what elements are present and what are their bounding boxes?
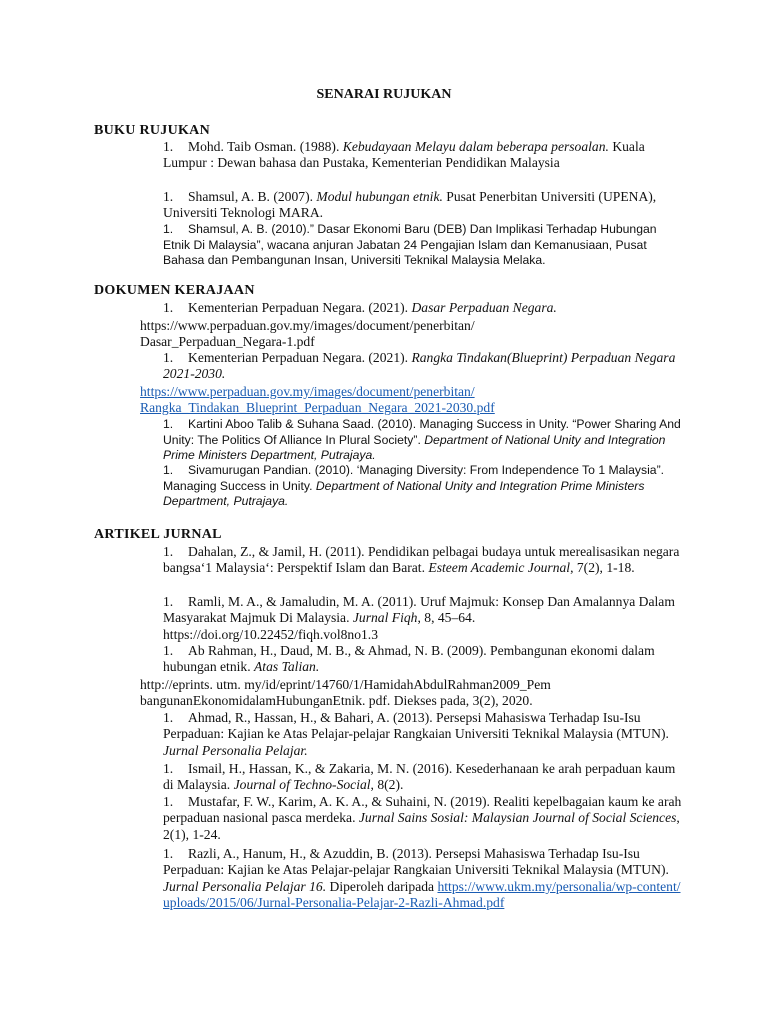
reference-item: 1. Dahalan, Z., & Jamil, H. (2011). Pendidikan pelbagai budaya untuk merealisasikan negara bangsa‘1 Malaysia‘: Perspektif Islam dan Barat. Esteem Academic Journal, 7(2), 1-18. [163, 544, 680, 576]
reference-item: 1. Ahmad, R., Hassan, H., & Bahari, A. (2013). Persepsi Mahasiswa Terhadap Isu-Isu Perpaduan: Kajian ke Atas Pelajar-pelajar Rangkaian Universiti Teknikal Malaysia (MTUN). Jurnal Personalia Pelajar. [163, 710, 669, 758]
reference-item: 1. Ramli, M. A., & Jamaludin, M. A. (2011). Uruf Majmuk: Konsep Dan Amalannya Dalam Masyarakat Majmuk Di Malaysia. Jurnal Fiqh, 8, 45–64. https://doi.org/10.22452/fiqh.vol8no1.3 [163, 594, 675, 642]
reference-item: 1. Kartini Aboo Talib & Suhana Saad. (2010). Managing Success in Unity. “Power Sharing And Unity: The Politics Of Alliance In Plural Society”. Department of National Unity and Integration Prime Ministers Department, Putrajaya. [163, 417, 681, 462]
reference-item: 1. Mohd. Taib Osman. (1988). Kebudayaan Melayu dalam beberapa persoalan. Kuala Lumpur : Dewan bahasa dan Pustaka, Kementerian Pendidikan Malaysia [163, 139, 645, 171]
reference-item: 1. Shamsul, A. B. (2007). Modul hubungan etnik. Pusat Penerbitan Universiti (UPENA), Universiti Teknologi MARA. [163, 189, 657, 221]
reference-item: 1. Ismail, H., Hassan, K., & Zakaria, M. N. (2016). Kesederhanaan ke arah perpaduan kaum di Malaysia. Journal of Techno-Social, 8(2). [163, 761, 676, 793]
page-title: SENARAI RUJUKAN [316, 87, 452, 102]
section-heading-artikel: ARTIKEL JURNAL [94, 527, 222, 542]
reference-item: 1. Shamsul, A. B. (2010).” Dasar Ekonomi Baru (DEB) Dan Implikasi Terhadap Hubungan Etnik Di Malaysia”, wacana anjuran Jabatan 24 Pengajian Islam dan Kemanusiaan, Pusat Bahasa dan Pembangunan Insan, Universiti Teknikal Malaysia Melaka. [163, 222, 657, 267]
reference-item: 1. Ab Rahman, H., Daud, M. B., & Ahmad, N. B. (2009). Pembangunan ekonomi dalam hubungan etnik. Atas Talian. [163, 643, 655, 675]
reference-item: 1. Razli, A., Hanum, H., & Azuddin, B. (2013). Persepsi Mahasiswa Terhadap Isu-Isu Perpaduan: Kajian ke Atas Pelajar-pelajar Rangkaian Universiti Teknikal Malaysia (MTUN). Jurnal Personalia Pelajar 16. Diperoleh daripada https://www.ukm.my/personalia/wp-content/uploads/2015/06/Jurnal-Personalia-Pelajar-2-Razli-Ahmad.pdf [163, 846, 681, 911]
reference-item: 1. Kementerian Perpaduan Negara. (2021). Rangka Tindakan(Blueprint) Perpaduan Negara 2021-2030. [163, 350, 676, 382]
section-heading-dokumen: DOKUMEN KERAJAAN [94, 283, 255, 298]
reference-link[interactable]: https://www.perpaduan.gov.my/images/document/penerbitan/ Rangka_Tindakan_Blueprint_Perpaduan_Negara_2021-2030.pdf [140, 384, 495, 416]
reference-url[interactable]: https://www.perpaduan.gov.my/images/document/penerbitan/ Dasar_Perpaduan_Negara-1.pdf [140, 318, 475, 350]
reference-item: 1. Mustafar, F. W., Karim, A. K. A., & Suhaini, N. (2019). Realiti kepelbagaian kaum ke arah perpaduan nasional pasca merdeka. Jurnal Sains Sosial: Malaysian Journal of Social Sciences, 2(1), 1-24. [163, 794, 682, 842]
reference-item: 1. Kementerian Perpaduan Negara. (2021). Dasar Perpaduan Negara. [163, 300, 557, 315]
section-heading-buku: BUKU RUJUKAN [94, 123, 210, 138]
reference-url[interactable]: http://eprints. utm. my/id/eprint/14760/1/HamidahAbdulRahman2009_Pem bangunanEkonomidalamHubunganEtnik. pdf. Diekses pada, 3(2), 2020. [140, 677, 551, 709]
reference-item: 1. Sivamurugan Pandian. (2010). ‘Managing Diversity: From Independence To 1 Malaysia”. Managing Success in Unity. Department of National Unity and Integration Prime Ministers Department, Putrajaya. [163, 463, 665, 508]
reference-link[interactable]: https://www.ukm.my/personalia/wp-content/uploads/2015/06/Jurnal-Personalia-Pelajar-2-Razli-Ahmad.pdf [163, 878, 681, 911]
